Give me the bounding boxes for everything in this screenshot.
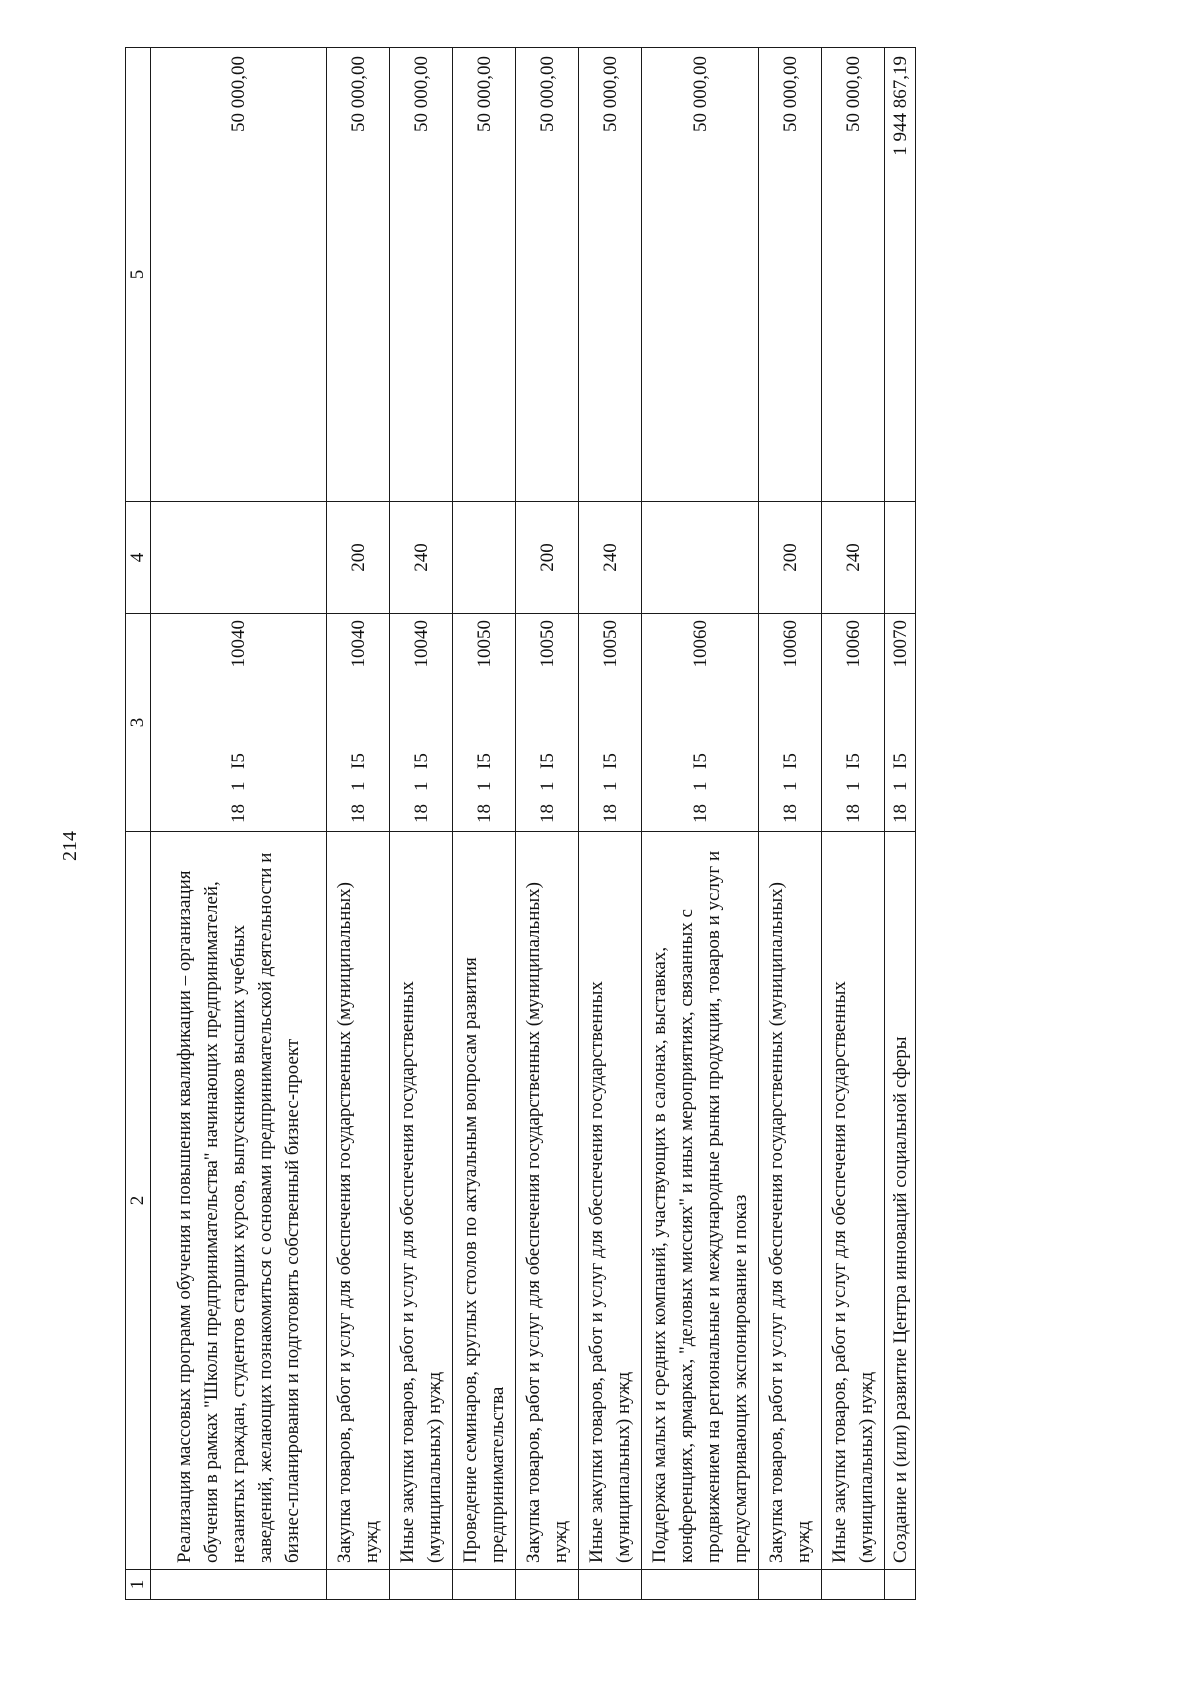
row-amount-cell: 50 000,00 [516, 48, 579, 502]
row-expense-type-cell: 200 [327, 502, 390, 614]
row-code-cell [453, 614, 516, 832]
budget-code [777, 614, 804, 831]
budget-code [887, 614, 914, 831]
row-code-cell [151, 614, 327, 832]
row-code-cell [642, 614, 759, 832]
code-part-2: 1 [842, 781, 864, 791]
code-part-2: 1 [599, 781, 621, 791]
code-part-4: 10050 [599, 620, 621, 668]
code-part-3: I5 [536, 753, 558, 769]
row-amount-cell: 50 000,00 [822, 48, 885, 502]
code-part-2: 1 [779, 781, 801, 791]
row-number-cell [642, 1570, 759, 1600]
row-code-cell [759, 614, 822, 832]
code-part-3: I5 [599, 753, 621, 769]
table-row [516, 48, 579, 1600]
code-part-1: 18 [536, 804, 558, 823]
table-row [885, 48, 916, 1600]
table-row [151, 48, 327, 1600]
row-code-cell [327, 614, 390, 832]
code-part-2: 1 [473, 781, 495, 791]
row-name-cell: Реализация массовых программ обучения и повышения квалификации – организация обучения в рамках "Школы предпринимательства" начинающих предпринимателей, незанятых граждан, студентов старших курсов, выпускников высших учебных заведений, желающих познакомиться с основами предпринимательской деятельности и бизнес-планирования и подготовить собственный бизнес-проект [151, 832, 327, 1570]
row-name-cell: Проведение семинаров, круглых столов по актуальным вопросам развития предпринимательства [453, 832, 516, 1570]
code-part-1: 18 [599, 804, 621, 823]
header-col-4: 4 [126, 502, 151, 614]
row-name-cell: Закупка товаров, работ и услуг для обеспечения государственных (муниципальных) нужд [327, 832, 390, 1570]
row-expense-type-cell [885, 502, 916, 614]
code-part-1: 18 [842, 804, 864, 823]
table-row [453, 48, 516, 1600]
row-expense-type-cell: 240 [822, 502, 885, 614]
code-part-1: 18 [779, 804, 801, 823]
row-number-cell [327, 1570, 390, 1600]
table-row [822, 48, 885, 1600]
row-code-cell [885, 614, 916, 832]
row-amount-cell: 50 000,00 [327, 48, 390, 502]
budget-code [225, 614, 252, 831]
code-part-4: 10070 [889, 620, 911, 668]
code-part-4: 10050 [473, 620, 495, 668]
row-code-cell [579, 614, 642, 832]
code-part-1: 18 [228, 804, 249, 823]
row-name-cell: Иные закупки товаров, работ и услуг для обеспечения государственных (муниципальных) нужд [390, 832, 453, 1570]
row-number-cell [579, 1570, 642, 1600]
row-amount-cell: 50 000,00 [642, 48, 759, 502]
code-part-3: I5 [228, 753, 249, 769]
code-part-2: 1 [347, 781, 369, 791]
row-amount-cell: 50 000,00 [579, 48, 642, 502]
row-amount-cell: 50 000,00 [151, 48, 327, 502]
code-part-1: 18 [889, 804, 911, 823]
code-part-4: 10040 [410, 620, 432, 668]
row-number-cell [151, 1570, 327, 1600]
row-number-cell [759, 1570, 822, 1600]
row-name-cell: Закупка товаров, работ и услуг для обеспечения государственных (муниципальных) нужд [516, 832, 579, 1570]
table-row [642, 48, 759, 1600]
row-expense-type-cell [151, 502, 327, 614]
code-part-3: I5 [473, 753, 495, 769]
code-part-4: 10060 [842, 620, 864, 668]
code-part-3: I5 [842, 753, 864, 769]
row-number-cell [453, 1570, 516, 1600]
row-name-cell: Иные закупки товаров, работ и услуг для обеспечения государственных (муниципальных) нужд [579, 832, 642, 1570]
table-header-row [126, 48, 151, 1600]
code-part-2: 1 [889, 781, 911, 791]
code-part-4: 10050 [536, 620, 558, 668]
budget-code [345, 614, 372, 831]
code-part-4: 10040 [228, 620, 249, 668]
header-col-3: 3 [126, 614, 151, 832]
row-expense-type-cell: 240 [579, 502, 642, 614]
code-part-3: I5 [689, 753, 711, 769]
budget-code [840, 614, 867, 831]
header-col-5: 5 [126, 48, 151, 502]
code-part-3: I5 [779, 753, 801, 769]
page-number: 214 [59, 831, 81, 861]
code-part-1: 18 [347, 804, 369, 823]
table-row [579, 48, 642, 1600]
code-part-1: 18 [689, 804, 711, 823]
row-number-cell [822, 1570, 885, 1600]
code-part-2: 1 [410, 781, 432, 791]
row-number-cell [885, 1570, 916, 1600]
budget-code [687, 614, 714, 831]
row-name-cell: Создание и (или) развитие Центра инноваций социальной сферы [885, 832, 916, 1570]
row-number-cell [516, 1570, 579, 1600]
code-part-1: 18 [473, 804, 495, 823]
code-part-3: I5 [410, 753, 432, 769]
row-name-cell: Иные закупки товаров, работ и услуг для обеспечения государственных (муниципальных) нужд [822, 832, 885, 1570]
budget-code [597, 614, 624, 831]
code-part-1: 18 [410, 804, 432, 823]
row-amount-cell: 50 000,00 [759, 48, 822, 502]
code-part-3: I5 [347, 753, 369, 769]
row-name-cell: Закупка товаров, работ и услуг для обеспечения государственных (муниципальных) нужд [759, 832, 822, 1570]
budget-table [125, 47, 916, 1600]
row-amount-cell: 1 944 867,19 [885, 48, 916, 502]
row-expense-type-cell [453, 502, 516, 614]
code-part-4: 10060 [779, 620, 801, 668]
row-expense-type-cell: 240 [390, 502, 453, 614]
row-expense-type-cell: 200 [759, 502, 822, 614]
row-code-cell [516, 614, 579, 832]
header-col-2: 2 [126, 832, 151, 1570]
row-expense-type-cell: 200 [516, 502, 579, 614]
table-row [390, 48, 453, 1600]
code-part-2: 1 [228, 781, 249, 791]
code-part-3: I5 [889, 753, 911, 769]
code-part-4: 10060 [689, 620, 711, 668]
row-number-cell [390, 1570, 453, 1600]
budget-code [408, 614, 435, 831]
code-part-4: 10040 [347, 620, 369, 668]
code-part-2: 1 [689, 781, 711, 791]
row-expense-type-cell [642, 502, 759, 614]
code-part-2: 1 [536, 781, 558, 791]
row-amount-cell: 50 000,00 [390, 48, 453, 502]
row-code-cell [390, 614, 453, 832]
table-row [759, 48, 822, 1600]
row-amount-cell: 50 000,00 [453, 48, 516, 502]
row-code-cell [822, 614, 885, 832]
budget-code [471, 614, 498, 831]
budget-code [534, 614, 561, 831]
header-col-1: 1 [126, 1570, 151, 1600]
table-row [327, 48, 390, 1600]
row-name-cell: Поддержка малых и средних компаний, участвующих в салонах, выставках, конференциях, ярмарках, "деловых миссиях" и иных мероприятиях, связанных с продвижением на региональные и международные рынки продукции, товаров и услуг и предусматривающих экспонирование и показ [642, 832, 759, 1570]
